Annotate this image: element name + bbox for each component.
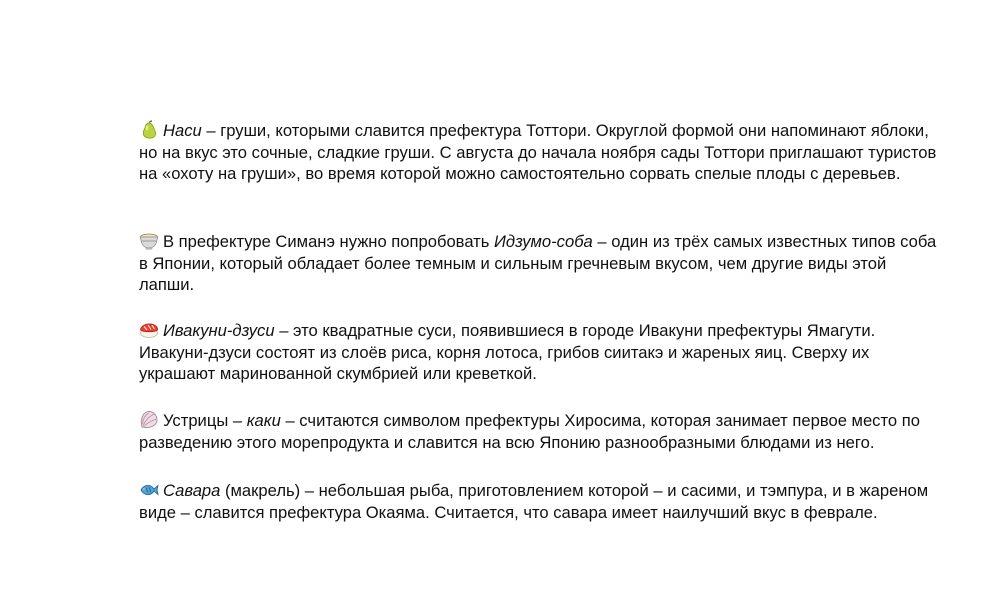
entry-kaki: [139, 410, 939, 453]
text-nashi: – груши, которыми славится префектура Тоттори. Округлой формой они напоминают яблоки, но на вкус это сочные, сладкие груши. С августа до начала ноября сады Тоттори приглашают туристов на «охоту на груши», во время которой можно самостоятельно сорвать спелые плоды с деревьев.: [139, 121, 937, 183]
text-kaki: – считаются символом префектуры Хиросима, которая занимает первое место по разведению этого морепродукта и славится на всю Японию разнообразными блюдами из него.: [139, 411, 920, 452]
pear-icon: [139, 120, 159, 140]
entry-izumo-soba: [139, 231, 939, 296]
lead-izumo-soba: В префектуре Симанэ нужно попробовать: [163, 232, 495, 251]
noodle-bowl-icon: [139, 231, 159, 251]
sushi-icon: [139, 320, 159, 340]
text-sawara: (макрель) – небольшая рыба, приготовлением которой – и сасими, и тэмпура, и в жареном виде – славится префектура Окаяма. Считается, что савара имеет наилучший вкус в феврале.: [139, 481, 929, 522]
term-nashi: Наси: [163, 121, 202, 140]
entry-sawara: [139, 480, 939, 523]
oyster-shell-icon: [139, 410, 159, 430]
entry-iwakuni-zushi: [139, 320, 939, 385]
term-kaki: каки: [246, 411, 281, 430]
lead-kaki: Устрицы –: [163, 411, 247, 430]
text-izumo-soba: – один из трёх самых известных типов соба в Японии, который обладает более темным и сильным гречневым вкусом, чем другие виды этой лапши.: [139, 232, 937, 294]
term-iwakuni-zushi: Ивакуни-дзуси: [163, 321, 275, 340]
term-sawara: Савара: [163, 481, 221, 500]
text-iwakuni-zushi: – это квадратные суси, появившиеся в городе Ивакуни префектуры Ямагути. Ивакуни-дзуси состоят из слоёв риса, корня лотоса, грибов сиитакэ и жареных яиц. Сверху их украшают маринованной скумбрией или креветкой.: [139, 321, 876, 383]
term-izumo-soba: Идзумо-соба: [494, 232, 593, 251]
fish-icon: [139, 480, 159, 500]
entry-nashi: [139, 120, 939, 185]
